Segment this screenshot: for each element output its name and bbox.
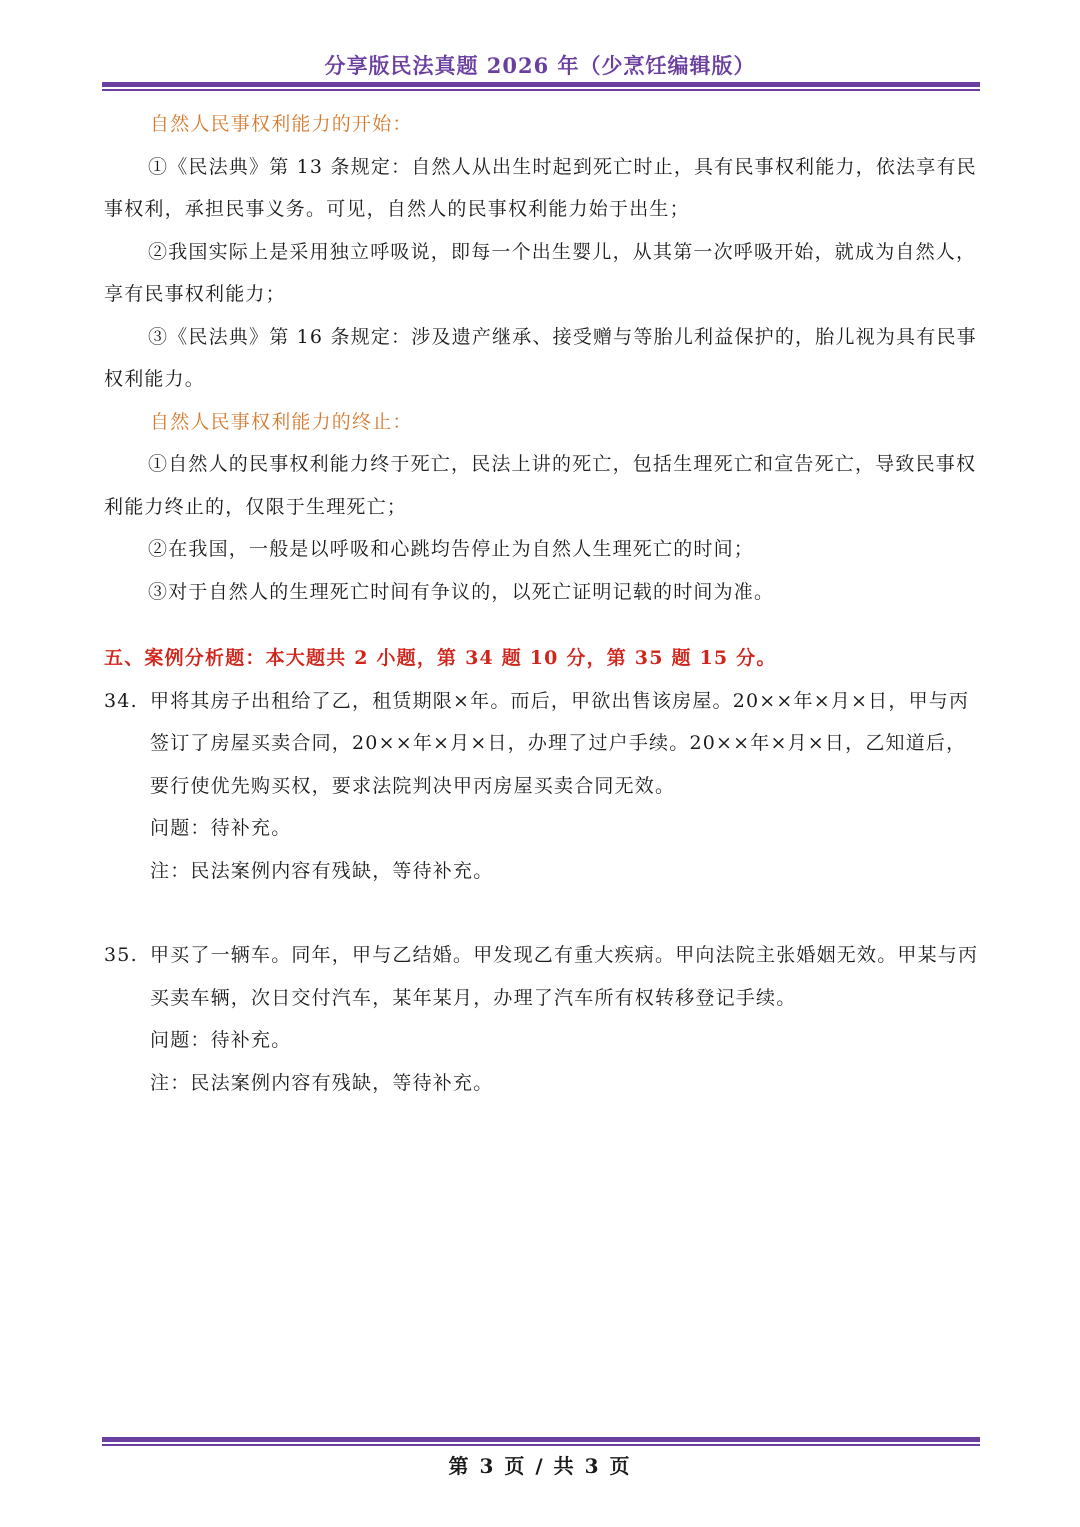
spacer: [104, 892, 984, 934]
document-body: [104, 103, 984, 1104]
header-divider: [102, 82, 980, 91]
end-item-2: ②在我国，一般是以呼吸和心跳均告停止为自然人生理死亡的时间；: [148, 538, 755, 560]
case-section-title: 五、案例分析题：本大题共 2 小题，第 34 题 10 分，第 35 题 15 分。: [104, 647, 777, 669]
footer-divider: [102, 1437, 980, 1446]
question-34-text: 甲将其房子出租给了乙，租赁期限×年。而后，甲欲出售该房屋。20××年×月×日，甲与丙签订了房屋买卖合同，20××年×月×日，办理了过户手续。20××年×月×日，乙知道后，要行使优先购买权，要求法院判决甲丙房屋买卖合同无效。: [150, 689, 970, 797]
question-34-prompt: 问题：待补充。: [150, 817, 292, 839]
end-section-heading: 自然人民事权利能力的终止：: [150, 410, 413, 433]
end-item-3: ③对于自然人的生理死亡时间有争议的，以死亡证明记载的时间为准。: [148, 580, 775, 603]
page-header-title: 分享版民法真题 2026 年（少烹饪编辑版）: [324, 53, 756, 78]
question-34-note: 注：民法案例内容有残缺，等待补充。: [150, 859, 494, 882]
question-35-prompt: 问题：待补充。: [150, 1029, 292, 1051]
page-number: 第 3 页 / 共 3 页: [448, 1454, 632, 1478]
start-item-2: ②我国实际上是采用独立呼吸说，即每一个出生婴儿，从其第一次呼吸开始，就成为自然人，享有民事权利能力；: [104, 240, 977, 305]
question-34-number: 34.: [104, 689, 138, 712]
end-item-1: ①自然人的民事权利能力终于死亡，民法上讲的死亡，包括生理死亡和宣告死亡，导致民事权利能力终止的，仅限于生理死亡；: [104, 453, 977, 518]
start-item-1: ①《民法典》第 13 条规定：自然人从出生时起到死亡时止，具有民事权利能力，依法享有民事权利，承担民事义务。可见，自然人的民事权利能力始于出生；: [104, 155, 977, 220]
start-item-3: ③《民法典》第 16 条规定：涉及遗产继承、接受赠与等胎儿利益保护的，胎儿视为具有民事权利能力。: [104, 325, 977, 390]
question-35-text: 甲买了一辆车。同年，甲与乙结婚。甲发现乙有重大疾病。甲向法院主张婚姻无效。甲某与丙买卖车辆，次日交付汽车，某年某月，办理了汽车所有权转移登记手续。: [150, 944, 979, 1009]
start-section-heading: 自然人民事权利能力的开始：: [150, 113, 413, 135]
question-35-note: 注：民法案例内容有残缺，等待补充。: [150, 1071, 494, 1094]
question-35-number: 35.: [104, 944, 138, 966]
question-34: [104, 680, 984, 808]
question-35: [104, 934, 984, 1019]
